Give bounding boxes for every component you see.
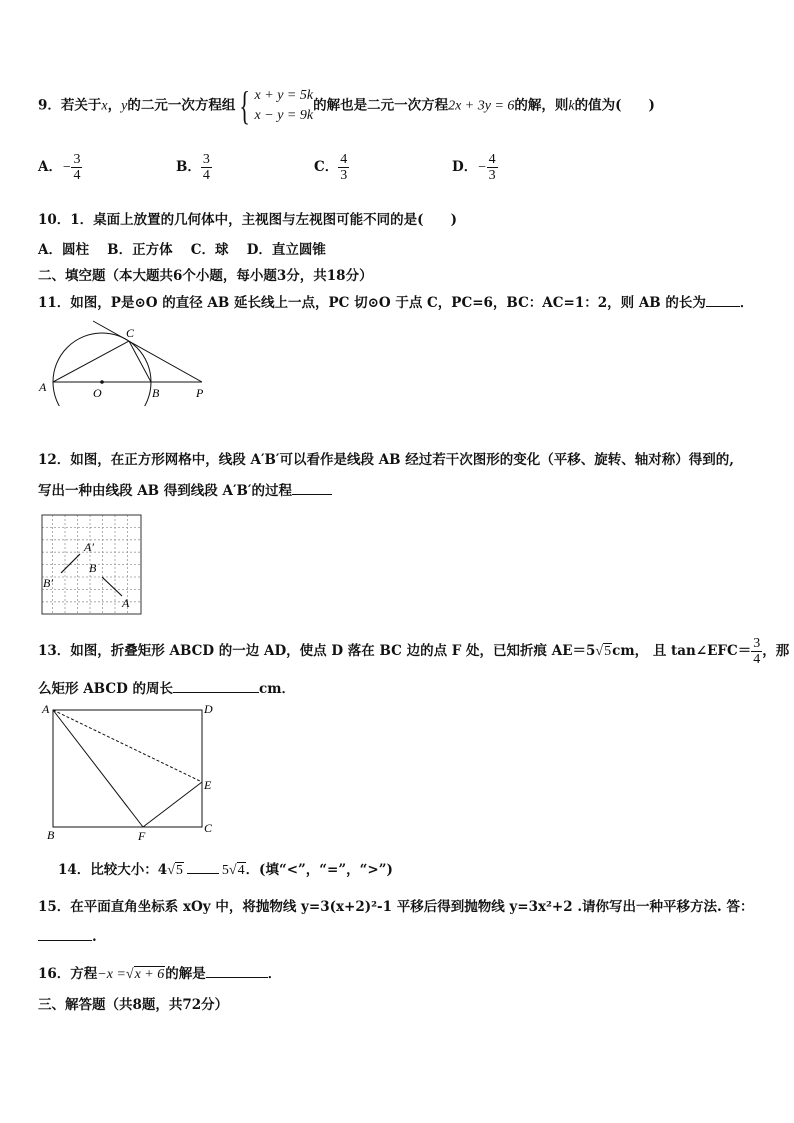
q9-option-a (38, 152, 82, 183)
option-label: B． (176, 159, 201, 175)
section3-heading: 三、解答题（共8题，共72分） (38, 997, 229, 1013)
label-a-prime: A′ (84, 540, 94, 554)
circle-o (53, 333, 151, 406)
q9-line (38, 83, 655, 128)
q15-answer-blank[interactable] (38, 928, 92, 941)
q10-text: 10．1．桌面上放置的几何体中，主视图与左视图可能不同的是( ) (38, 212, 457, 228)
q14-radicand2: 4 (237, 863, 245, 878)
fraction-denominator: 3 (488, 168, 496, 183)
label-a: A (39, 380, 47, 394)
q9-tail2: 的值为( ) (574, 97, 655, 114)
fraction-denominator: 4 (753, 652, 761, 667)
q14-sqrt2: √4 (228, 863, 245, 878)
rectangle-abcd (53, 710, 202, 827)
q15-line1: 15．在平面直角坐标系 xOy 中，将抛物线 y=3(x+2)²-1 平移后得到抛物线 y=3x²+2 .请你写出一种平移方法. 答： (38, 899, 754, 915)
q11-text: 11．如图，P是⊙O 的直径 AB 延长线上一点，PC 切⊙O 于点 C，PC=6，BC：AC=1：2，则 AB 的长为 (38, 295, 706, 311)
line-fe (143, 782, 202, 827)
fraction-denominator: 4 (202, 168, 210, 183)
q11-circle-figure (36, 316, 216, 406)
label-d: D (204, 702, 213, 716)
label-c: C (204, 821, 213, 835)
q16-end: ． (267, 966, 282, 982)
q13-line2 (38, 677, 295, 697)
q9-eq2: x − y = 9k (254, 108, 314, 123)
q9-eq1: x + y = 5k (254, 88, 314, 103)
q14-sqrt1: √5 (167, 863, 183, 878)
option-fraction (201, 152, 212, 183)
center-dot (100, 380, 104, 384)
q9-var-x: x (101, 98, 108, 114)
q16-line (38, 962, 281, 983)
label-b: B (152, 386, 160, 400)
q9-var-k: k (568, 98, 575, 114)
q11-end: ． (739, 295, 754, 311)
label-p: P (196, 386, 204, 400)
label-a: A (122, 596, 130, 610)
fraction-numerator: 3 (202, 152, 210, 167)
option-fraction (71, 152, 82, 183)
label-b-prime: B′ (43, 576, 53, 590)
q9-tail1: 的解，则 (514, 97, 569, 114)
label-b: B (47, 828, 55, 842)
q13-fraction (751, 636, 762, 667)
q11-answer-blank[interactable] (706, 294, 740, 307)
q13-radicand: 5 (604, 644, 612, 659)
label-a: A (42, 702, 50, 716)
q9-option-d (452, 152, 498, 183)
q12-line2 (38, 479, 332, 499)
q16-lhs: −x = (97, 967, 126, 982)
q13-unit: cm． (259, 681, 296, 697)
q9-sep: ， (107, 97, 122, 114)
q9-option-c (314, 152, 349, 183)
q10-options: A．圆柱 B．正方体 C．球 D．直立圆锥 (38, 242, 326, 258)
q9-mid: 的二元一次方程组 (127, 97, 236, 114)
q9-var-y: y (121, 98, 128, 114)
q13-answer-blank[interactable] (173, 680, 259, 693)
q16-sqrt: √x + 6 (125, 967, 165, 982)
q15-line2 (38, 928, 97, 945)
q15-end: . (92, 929, 97, 945)
q14-radicand1: 5 (175, 863, 183, 878)
q14-suffix: ．(填“<”，“=”，“>”) (245, 862, 393, 878)
option-sign: − (477, 160, 487, 175)
q9-eq3: 2x + 3y = 6 (448, 98, 515, 114)
fraction-numerator: 4 (488, 152, 496, 167)
segment-ab (102, 577, 122, 596)
fraction-numerator: 3 (73, 152, 81, 167)
q16-radicand: x + 6 (134, 967, 165, 982)
fraction-denominator: 3 (340, 168, 348, 183)
q14-coef: 5 (221, 863, 229, 878)
fraction-numerator: 3 (753, 636, 761, 651)
q12-answer-blank[interactable] (292, 482, 332, 495)
q9-equation-system (255, 86, 314, 126)
q13-line2-text: 么矩形 ABCD 的周长 (38, 681, 173, 697)
q14-prefix: 14．比较大小：4 (58, 862, 168, 878)
label-e: E (204, 778, 212, 792)
label-c: C (126, 326, 135, 340)
q13-line1 (38, 636, 789, 667)
fraction-denominator: 4 (73, 168, 81, 183)
option-label: C． (314, 159, 339, 175)
q13-sqrt: √5 (595, 644, 612, 659)
q11-line (38, 291, 753, 311)
fraction-numerator: 4 (340, 152, 348, 167)
q13-text-c: ，那 (762, 643, 790, 659)
q16-answer-blank[interactable] (206, 965, 268, 978)
q13-rectangle-figure (38, 700, 220, 842)
option-sign: − (61, 160, 72, 175)
label-o: O (93, 386, 102, 400)
q12-line1: 12．如图，在正方形网格中，线段 A′B′可以看作是线段 AB 经过若干次图形的变化（平移、旋转、轴对称）得到的, (38, 452, 734, 468)
option-fraction (338, 152, 349, 183)
q9-option-b (176, 152, 212, 183)
q14-answer-blank[interactable] (187, 861, 219, 874)
q13-text-b: cm， 且 tan∠EFC＝ (612, 643, 752, 659)
q9-after: 的解也是二元一次方程 (313, 97, 449, 114)
option-fraction (487, 152, 498, 183)
label-f: F (138, 829, 146, 842)
q16-mid: 的解是 (165, 966, 206, 982)
section2-heading: 二、填空题（本大题共6个小题，每小题3分，共18分） (38, 268, 373, 284)
line-af (53, 710, 143, 827)
q9-brace: { (239, 83, 251, 128)
option-label: D． (452, 159, 478, 175)
q13-text-a: 13．如图，折叠矩形 ABCD 的一边 AD，使点 D 落在 BC 边的点 F 处，已知折痕 AE＝5 (38, 643, 596, 659)
q16-prefix: 16．方程 (38, 966, 98, 982)
q12-grid-figure (40, 513, 144, 617)
label-b: B (89, 561, 97, 575)
fold-line-ae (53, 710, 202, 782)
option-label: A． (38, 159, 62, 175)
line-ac (53, 341, 129, 382)
q12-line2-text: 写出一种由线段 AB 得到线段 A′B′的过程 (38, 483, 292, 499)
q9-prefix: 9．若关于 (38, 97, 102, 114)
q14-line (58, 858, 393, 879)
